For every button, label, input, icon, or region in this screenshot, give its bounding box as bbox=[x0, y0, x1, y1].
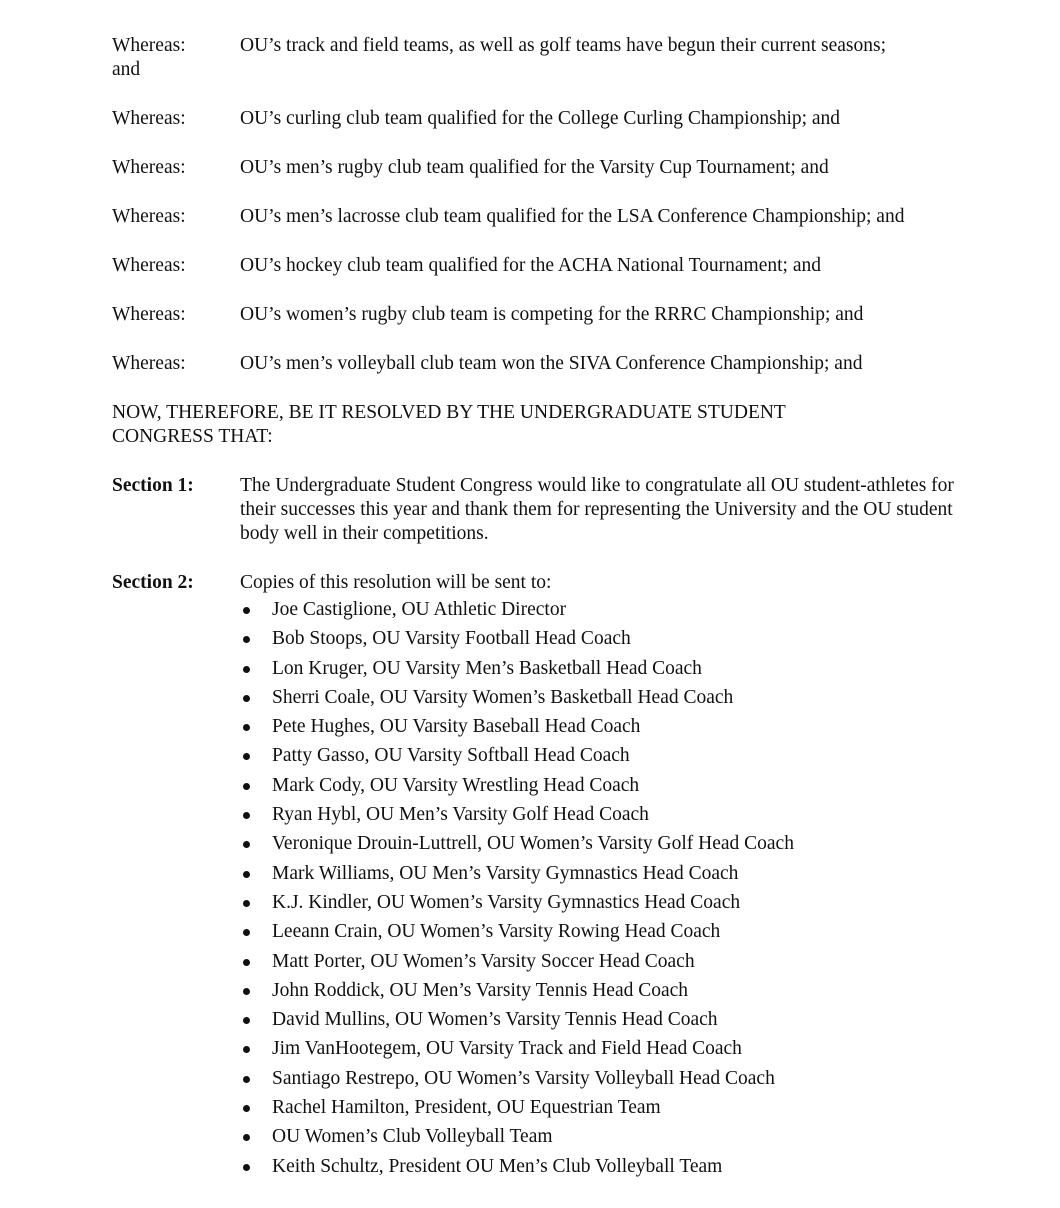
whereas-clause bbox=[112, 156, 972, 180]
bullet-icon bbox=[240, 859, 272, 888]
list-item: Pete Hughes, OU Varsity Baseball Head Coach bbox=[240, 712, 972, 741]
list-item: Keith Schultz, President OU Men’s Club Volleyball Team bbox=[240, 1152, 972, 1181]
list-item: Mark Williams, OU Men’s Varsity Gymnastics Head Coach bbox=[240, 859, 972, 888]
section-1 bbox=[112, 474, 972, 546]
whereas-text: OU’s curling club team qualified for the College Curling Championship; and bbox=[240, 108, 841, 129]
list-item: Jim VanHootegem, OU Varsity Track and Field Head Coach bbox=[240, 1034, 972, 1063]
bullet-icon bbox=[240, 800, 272, 829]
whereas-label: Whereas: bbox=[112, 206, 186, 227]
bullet-icon bbox=[240, 1005, 272, 1034]
resolution-page bbox=[112, 34, 972, 1181]
whereas-text: OU’s women’s rugby club team is competing for the RRRC Championship; and bbox=[240, 304, 864, 325]
whereas-label: Whereas: bbox=[112, 304, 186, 325]
bullet-icon bbox=[240, 712, 272, 741]
bullet-icon bbox=[240, 1093, 272, 1122]
whereas-clause bbox=[112, 352, 972, 376]
bullet-icon bbox=[240, 624, 272, 653]
list-item: Patty Gasso, OU Varsity Softball Head Coach bbox=[240, 741, 972, 770]
bullet-icon bbox=[240, 595, 272, 624]
bullet-icon bbox=[240, 888, 272, 917]
section-2 bbox=[112, 571, 972, 1181]
list-item: John Roddick, OU Men’s Varsity Tennis Head Coach bbox=[240, 976, 972, 1005]
list-item: Matt Porter, OU Women’s Varsity Soccer Head Coach bbox=[240, 947, 972, 976]
whereas-clause bbox=[112, 254, 972, 278]
whereas-clause bbox=[112, 303, 972, 327]
whereas-clause bbox=[112, 205, 972, 229]
list-item: Veronique Drouin-Luttrell, OU Women’s Varsity Golf Head Coach bbox=[240, 829, 972, 858]
bullet-icon bbox=[240, 1152, 272, 1181]
whereas-label: Whereas: bbox=[112, 353, 186, 374]
whereas-label: Whereas: bbox=[112, 108, 186, 129]
list-item: Ryan Hybl, OU Men’s Varsity Golf Head Coach bbox=[240, 800, 972, 829]
recipient-list bbox=[240, 595, 972, 1181]
list-item: Santiago Restrepo, OU Women’s Varsity Volleyball Head Coach bbox=[240, 1064, 972, 1093]
bullet-icon bbox=[240, 771, 272, 800]
list-item: Leeann Crain, OU Women’s Varsity Rowing Head Coach bbox=[240, 917, 972, 946]
list-item: OU Women’s Club Volleyball Team bbox=[240, 1122, 972, 1151]
whereas-label: Whereas: bbox=[112, 157, 186, 178]
bullet-icon bbox=[240, 1034, 272, 1063]
whereas-text: OU’s men’s volleyball club team won the SIVA Conference Championship; and bbox=[240, 353, 863, 374]
bullet-icon bbox=[240, 1122, 272, 1151]
whereas-trail: and bbox=[112, 59, 141, 80]
section-1-label: Section 1: bbox=[112, 475, 194, 496]
whereas-label: Whereas: bbox=[112, 35, 186, 56]
bullet-icon bbox=[240, 947, 272, 976]
whereas-label: Whereas: bbox=[112, 255, 186, 276]
list-item: Sherri Coale, OU Varsity Women’s Basketball Head Coach bbox=[240, 683, 972, 712]
section-2-intro: Copies of this resolution will be sent to: bbox=[240, 572, 552, 593]
list-item: Bob Stoops, OU Varsity Football Head Coach bbox=[240, 624, 972, 653]
section-2-label: Section 2: bbox=[112, 572, 194, 593]
list-item: David Mullins, OU Women’s Varsity Tennis Head Coach bbox=[240, 1005, 972, 1034]
list-item: K.J. Kindler, OU Women’s Varsity Gymnastics Head Coach bbox=[240, 888, 972, 917]
list-item: Mark Cody, OU Varsity Wrestling Head Coach bbox=[240, 771, 972, 800]
bullet-icon bbox=[240, 1064, 272, 1093]
bullet-icon bbox=[240, 829, 272, 858]
bullet-icon bbox=[240, 683, 272, 712]
whereas-clause bbox=[112, 34, 972, 82]
bullet-icon bbox=[240, 741, 272, 770]
whereas-text: OU’s hockey club team qualified for the ACHA National Tournament; and bbox=[240, 255, 821, 276]
resolved-heading: NOW, THEREFORE, BE IT RESOLVED BY THE UNDERGRADUATE STUDENT CONGRESS THAT: bbox=[112, 402, 786, 447]
list-item: Rachel Hamilton, President, OU Equestrian Team bbox=[240, 1093, 972, 1122]
list-item: Lon Kruger, OU Varsity Men’s Basketball Head Coach bbox=[240, 654, 972, 683]
bullet-icon bbox=[240, 976, 272, 1005]
whereas-clause bbox=[112, 107, 972, 131]
section-1-text: The Undergraduate Student Congress would like to congratulate all OU student-athletes for their successes this year and thank them for representing the University and the OU student body well in their competitions. bbox=[240, 475, 954, 544]
whereas-text: OU’s men’s rugby club team qualified for the Varsity Cup Tournament; and bbox=[240, 157, 829, 178]
whereas-text: OU’s track and field teams, as well as golf teams have begun their current seasons; bbox=[240, 35, 887, 56]
bullet-icon bbox=[240, 654, 272, 683]
list-item: Joe Castiglione, OU Athletic Director bbox=[240, 595, 972, 624]
bullet-icon bbox=[240, 917, 272, 946]
whereas-text: OU’s men’s lacrosse club team qualified for the LSA Conference Championship; and bbox=[240, 206, 905, 227]
